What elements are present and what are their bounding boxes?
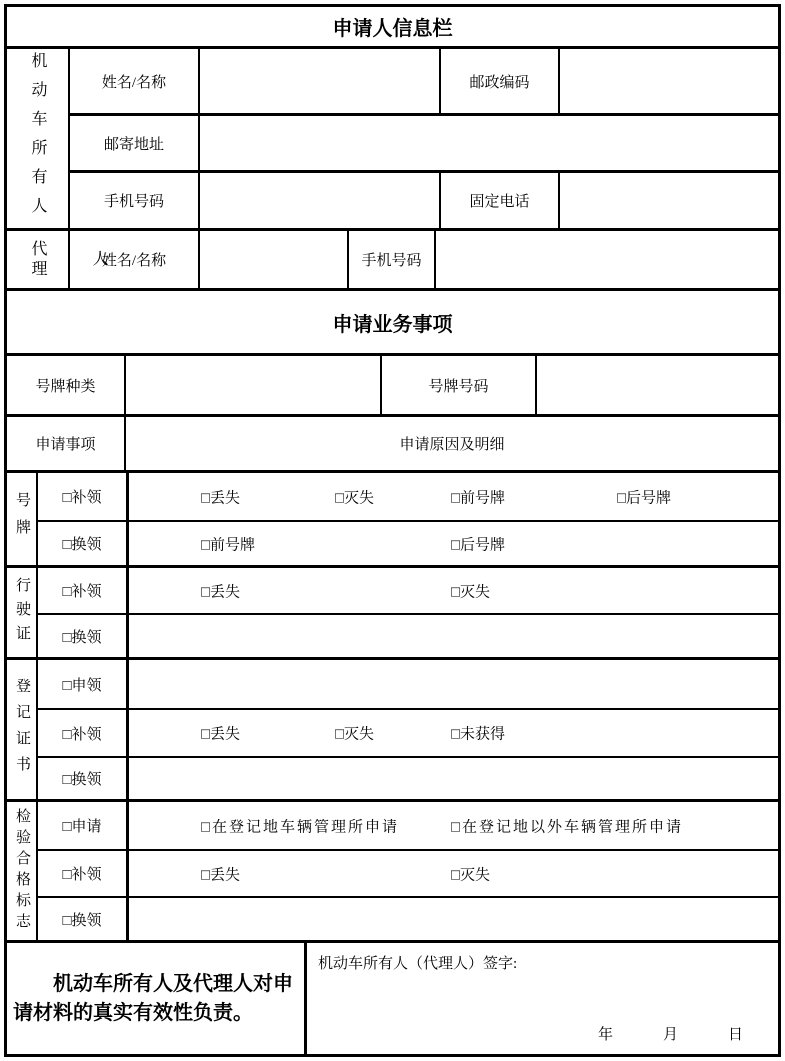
checkbox-cert-reissue-lost[interactable]: □丢失 <box>201 726 241 743</box>
checkbox-cert-apply[interactable]: □申领 <box>38 660 129 708</box>
checkbox-cert-reissue-destroyed[interactable]: □灭失 <box>335 726 375 743</box>
owner-mobile-input[interactable] <box>200 173 441 228</box>
plate-reissue-row <box>38 473 778 522</box>
declaration-box <box>7 943 307 1054</box>
checkbox-inspection-apply[interactable]: □申请 <box>38 802 129 849</box>
postal-code-label: 邮政编码 <box>441 49 560 113</box>
license-reissue-options <box>129 568 778 613</box>
date-row <box>598 1023 778 1044</box>
agent-mobile-label: 手机号码 <box>349 231 436 288</box>
signature-area[interactable] <box>307 943 778 1054</box>
owner-name-input[interactable] <box>200 49 441 113</box>
plate-type-input[interactable] <box>126 356 382 414</box>
plate-number-label: 号牌号码 <box>382 356 537 414</box>
checkbox-plate-renew-rear-plate[interactable]: □后号牌 <box>451 537 506 553</box>
agent-name-label: 姓名/名称 <box>70 231 200 288</box>
license-group <box>7 568 778 660</box>
reason-detail-header: 申请原因及明细 <box>399 437 505 453</box>
license-group-label: 行驶证 <box>7 568 38 657</box>
cert-reissue-options <box>129 710 778 756</box>
checkbox-plate-reissue-front-plate[interactable]: □前号牌 <box>451 490 506 506</box>
landline-label: 固定电话 <box>441 173 560 228</box>
checkbox-license-reissue-lost[interactable]: □丢失 <box>201 584 241 600</box>
agent-mobile-input[interactable] <box>436 231 778 288</box>
date-year-label: 年 <box>597 1027 613 1043</box>
agent-name-input[interactable] <box>200 231 349 288</box>
cert-reissue-row <box>38 710 778 758</box>
owner-info-group <box>7 49 778 231</box>
cert-renew-detail-cell[interactable] <box>129 758 778 799</box>
plate-group <box>7 473 778 568</box>
inspection-apply-row <box>38 802 778 851</box>
cert-renew-row <box>38 758 778 799</box>
checkbox-inspection-reissue[interactable]: □补领 <box>38 851 129 896</box>
cert-group-label: 登记证书 <box>7 660 38 799</box>
mailing-address-row <box>70 116 778 173</box>
checkbox-inspection-renew[interactable]: □换领 <box>38 898 129 940</box>
plate-number-input[interactable] <box>537 356 778 414</box>
owner-phone-row <box>70 173 778 228</box>
checkbox-inspection-reissue-destroyed[interactable]: □灭失 <box>451 867 491 883</box>
plate-type-label: 号牌种类 <box>7 356 126 414</box>
checkbox-license-renew[interactable]: □换领 <box>38 615 129 657</box>
mailing-address-input[interactable] <box>200 116 778 170</box>
checkbox-cert-reissue-not-obtained[interactable]: □未获得 <box>451 726 506 743</box>
agent-group-label: 代理人 <box>7 231 70 288</box>
applicant-info-title: 申请人信息栏 <box>7 7 778 49</box>
checkbox-license-reissue[interactable]: □补领 <box>38 568 129 613</box>
declaration-text: 机动车所有人及代理人对申请材料的真实有效性负责。 <box>13 972 293 1024</box>
agent-info-group <box>7 231 778 291</box>
inspection-group-label: 检验合格标志 <box>7 802 38 940</box>
mailing-address-label: 邮寄地址 <box>70 116 200 170</box>
cert-apply-detail-cell[interactable] <box>129 660 778 708</box>
checkbox-license-reissue-destroyed[interactable]: □灭失 <box>451 584 491 600</box>
owner-name-row <box>70 49 778 116</box>
footer-section <box>7 943 778 1054</box>
plate-reissue-options <box>129 473 778 520</box>
checkbox-plate-reissue[interactable]: □补领 <box>38 473 129 520</box>
checkbox-cert-reissue[interactable]: □补领 <box>38 710 129 756</box>
owner-mobile-label: 手机号码 <box>70 173 200 228</box>
checkbox-inspection-apply-outside-registration-office[interactable]: □在登记地以外车辆管理所申请 <box>451 819 684 835</box>
license-reissue-row <box>38 568 778 615</box>
date-month-label: 月 <box>662 1027 678 1043</box>
owner-group-label: 机动车所有人 <box>7 49 70 228</box>
plate-renew-row <box>38 522 778 565</box>
registration-cert-group <box>7 660 778 802</box>
license-renew-detail-cell[interactable] <box>129 615 778 657</box>
plate-group-label: 号牌 <box>7 473 38 565</box>
inspection-renew-row <box>38 898 778 940</box>
postal-code-input[interactable] <box>560 49 778 113</box>
cert-apply-row <box>38 660 778 710</box>
plate-row <box>7 356 778 417</box>
owner-name-label: 姓名/名称 <box>70 49 200 113</box>
agent-row <box>70 231 778 288</box>
checkbox-inspection-apply-at-registration-office[interactable]: □在登记地车辆管理所申请 <box>201 819 400 835</box>
checkbox-plate-reissue-rear-plate[interactable]: □后号牌 <box>617 490 672 506</box>
checkbox-plate-renew[interactable]: □换领 <box>38 522 129 565</box>
application-item-label: 申请事项 <box>7 417 126 470</box>
business-items-title: 申请业务事项 <box>7 291 778 356</box>
inspection-apply-options <box>129 802 778 849</box>
inspection-reissue-row <box>38 851 778 898</box>
date-day-label: 日 <box>727 1027 743 1043</box>
checkbox-plate-reissue-destroyed[interactable]: □灭失 <box>335 490 375 506</box>
license-renew-row <box>38 615 778 657</box>
inspection-renew-detail-cell[interactable] <box>129 898 778 940</box>
application-item-header-row <box>7 417 778 473</box>
checkbox-inspection-reissue-lost[interactable]: □丢失 <box>201 867 241 883</box>
signature-label: 机动车所有人（代理人）签字: <box>318 956 518 972</box>
checkbox-plate-reissue-lost[interactable]: □丢失 <box>201 490 241 506</box>
checkbox-cert-renew[interactable]: □换领 <box>38 758 129 799</box>
plate-renew-options <box>129 522 778 565</box>
inspection-reissue-options <box>129 851 778 896</box>
landline-input[interactable] <box>560 173 778 228</box>
checkbox-plate-renew-front-plate[interactable]: □前号牌 <box>201 537 256 553</box>
vehicle-registration-application-form <box>4 4 781 1057</box>
inspection-mark-group <box>7 802 778 943</box>
